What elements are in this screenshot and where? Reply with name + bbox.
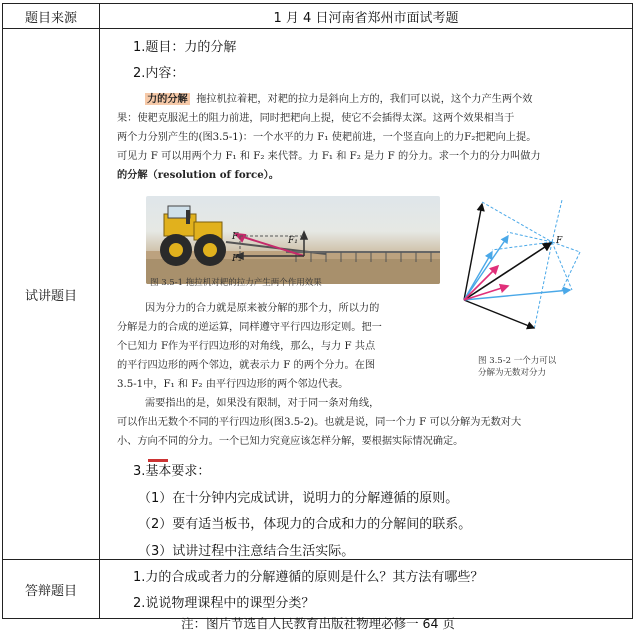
fig1-label-F2: F₂ [232,254,242,264]
source-label: 题目来源 [3,4,100,29]
requirement-1: （1）在十分钟内完成试讲，说明力的分解遵循的原则。 [138,491,459,506]
textbook-line: 小、方向不同的分力。一个已知力究竟应该怎样分解，要根据实际情况确定。 [117,436,464,447]
fig1-label-F1: F₁ [288,236,298,246]
trial-label: 试讲题目 [3,29,100,560]
textbook-line: 力的分解 拖拉机拉着耙，对耙的拉力是斜向上方的，我们可以说，这个力产生两个效 [147,93,533,105]
textbook-line: 两个力分别产生的(图3.5-1)：一个水平的力 F₁ 使耙前进，一个竖直向上的力F₂把耙向上提。 [117,132,537,143]
fig1-label-F: F [232,232,239,242]
term-highlight: 力的分解 [147,93,188,105]
item-content: 2.内容： [133,66,185,81]
footnote: 注：图片节选自人民教育出版社物理必修一 64 页 [181,616,455,631]
textbook-line: 可见力 F 可以用两个力 F₁ 和 F₂ 来代替。力 F₁ 和 F₂ 是力 F 的分力。求一个力的分力叫做力 [117,151,541,162]
textbook-line: 分解是力的合成的逆运算，同样遵守平行四边形定则。把一 [117,322,382,333]
textbook-line: 因为分力的合力就是原来被分解的那个力，所以力的 [145,303,380,314]
requirement-2: （2）要有适当板书，体现力的合成和力的分解间的联系。 [138,517,472,532]
defense-question-2: 2.说说物理课程中的课型分类？ [133,596,315,611]
requirement-3: （3）试讲过程中注意结合生活实际。 [138,544,355,559]
textbook-line: 果：使耙克服泥土的阻力前进，同时把耙向上提，使它不会插得太深。这两个效果相当于 [117,113,515,124]
textbook-line: 的平行四边形的两个邻边，就表示力 F 的两个分力。在图 [117,360,376,371]
fig2-caption-line: 分解为无数对分力 [478,368,547,378]
textbook-line: 3.5-1中，F₁ 和 F₂ 由平行四边形的两个邻边代表。 [117,379,349,390]
textbook-line: 个已知力 F作为平行四边形的对角线，那么，与力 F 共点 [117,341,376,352]
parallelogram-diagram [452,190,587,360]
item-requirements: 3.基本要求： [133,464,211,479]
textbook-line: 需要指出的是，如果没有限制，对于同一条对角线， [145,398,380,409]
fig2-caption-line: 图 3.5-2 一个力可以 [478,356,557,366]
fig1-caption: 图 3.5-1 拖拉机对耙的拉力产生两个作用效果 [150,278,322,288]
textbook-line: 可以作出无数个不同的平行四边形(图3.5-2)。也就是说，同一个力 F 可以分解为无数对大 [117,417,522,428]
fig2-label-F: F [556,236,563,246]
defense-question-1: 1.力的合成或者力的分解遵循的原则是什么？其方法有哪些？ [133,570,484,585]
textbook-line: 的分解（resolution of force）。 [117,169,279,181]
source-value: 1 月 4 日河南省郑州市面试考题 [100,4,633,29]
item-topic: 1.题目：力的分解 [133,40,237,55]
defense-label: 答辩题目 [3,560,100,619]
force-decomposition-figure [452,190,587,360]
